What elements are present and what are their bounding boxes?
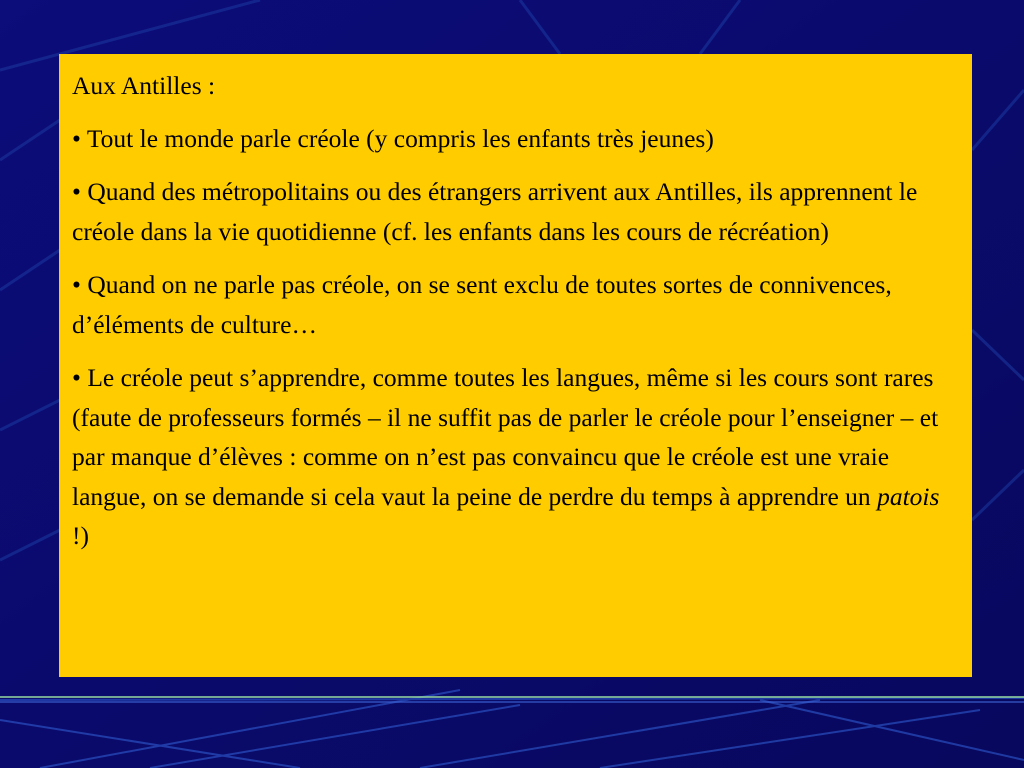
bullet-text: Quand on ne parle pas créole, on se sent exclu de toutes sortes de connivences, d’éléments de culture…: [72, 270, 892, 339]
bullet-marker: •: [72, 177, 81, 206]
bullet-text: Le créole peut s’apprendre, comme toutes les langues, même si les cours sont rares (faute de professeurs formés – il ne suffit pas de parler le créole pour l’enseigner – et par manque d’élèves : comme on n’est pas convaincu que le créole est une vraie langue, on se demande si cela vaut la peine de perdre du temps à apprendre un: [72, 363, 939, 511]
content-box: [59, 54, 972, 677]
bullet-text: Tout le monde parle créole (y compris les enfants très jeunes): [86, 123, 714, 153]
bullet-text: Quand des métropolitains ou des étrangers arrivent aux Antilles, ils apprennent le créole dans la vie quotidienne (cf. les enfants dans les cours de récréation): [72, 177, 918, 246]
bullet-marker: •: [72, 363, 81, 392]
bullet-text-end: !): [72, 521, 89, 550]
heading: Aux Antilles :: [72, 71, 216, 100]
bullet-item: [72, 172, 958, 251]
bullet-marker: •: [72, 123, 81, 153]
bullet-item: [72, 119, 958, 159]
bullet-item: [72, 358, 958, 556]
bullet-item: [72, 265, 958, 344]
bullet-marker: •: [72, 270, 81, 299]
emphasis-word: patois: [877, 481, 940, 511]
